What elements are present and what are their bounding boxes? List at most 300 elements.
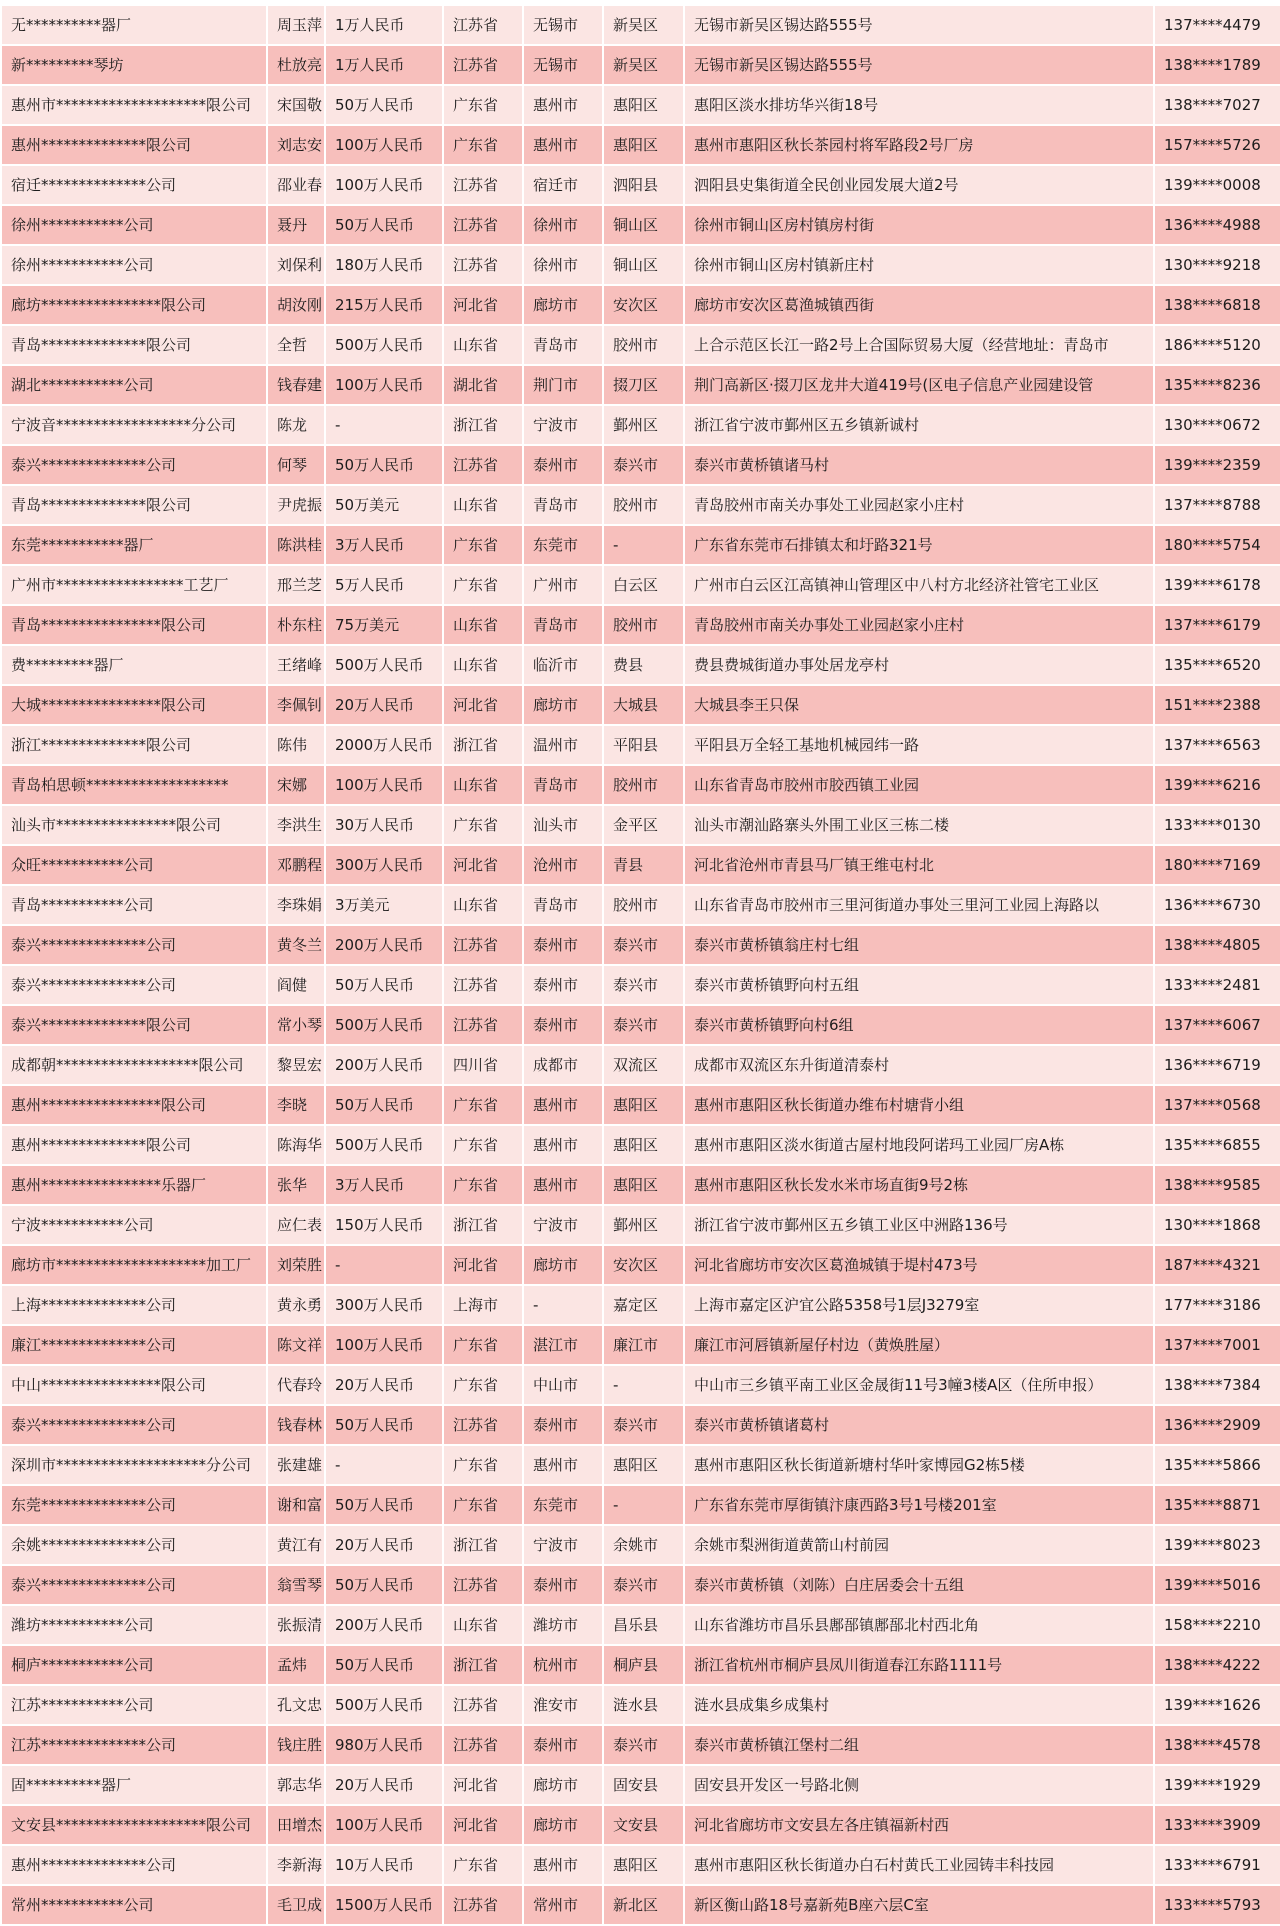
- province-cell: 浙江省: [443, 725, 523, 765]
- legal-person-cell: 刘保利: [267, 245, 325, 285]
- table-row: [1, 1285, 1280, 1325]
- phone-cell: 133****0130: [1154, 805, 1280, 845]
- district-cell: 平阳县: [603, 725, 684, 765]
- district-cell: 大城县: [603, 685, 684, 725]
- district-cell: 廉江市: [603, 1325, 684, 1365]
- registered-capital-cell: 100万人民币: [325, 765, 443, 805]
- table-row: [1, 1565, 1280, 1605]
- registered-capital-cell: 50万人民币: [325, 965, 443, 1005]
- district-cell: 胶州市: [603, 325, 684, 365]
- registered-capital-cell: 2000万人民币: [325, 725, 443, 765]
- address-cell: 荆门高新区·掇刀区龙井大道419号(区电子信息产业园建设管: [684, 365, 1154, 405]
- registered-capital-cell: 100万人民币: [325, 165, 443, 205]
- province-cell: 浙江省: [443, 1205, 523, 1245]
- province-cell: 江苏省: [443, 965, 523, 1005]
- district-cell: 泰兴市: [603, 1725, 684, 1765]
- address-cell: 泰兴市黄桥镇诸葛村: [684, 1405, 1154, 1445]
- address-cell: 上海市嘉定区沪宜公路5358号1层J3279室: [684, 1285, 1154, 1325]
- city-cell: 宁波市: [523, 405, 603, 445]
- phone-cell: 139****5016: [1154, 1565, 1280, 1605]
- phone-cell: 158****2210: [1154, 1605, 1280, 1645]
- table-row: [1, 1845, 1280, 1885]
- table-row: [1, 325, 1280, 365]
- province-cell: 四川省: [443, 1045, 523, 1085]
- city-cell: 惠州市: [523, 85, 603, 125]
- address-cell: 广东省东莞市石排镇太和圩路321号: [684, 525, 1154, 565]
- district-cell: 泰兴市: [603, 1005, 684, 1045]
- company-name-cell: 泰兴**************公司: [1, 445, 267, 485]
- district-cell: 安次区: [603, 285, 684, 325]
- district-cell: 惠阳区: [603, 1165, 684, 1205]
- city-cell: 廊坊市: [523, 1765, 603, 1805]
- company-name-cell: 青岛****************限公司: [1, 605, 267, 645]
- legal-person-cell: 何琴: [267, 445, 325, 485]
- province-cell: 江苏省: [443, 925, 523, 965]
- phone-cell: 136****4988: [1154, 205, 1280, 245]
- table-row: [1, 1245, 1280, 1285]
- province-cell: 广东省: [443, 1325, 523, 1365]
- legal-person-cell: 田增杰: [267, 1805, 325, 1845]
- address-cell: 泰兴市黄桥镇野向村6组: [684, 1005, 1154, 1045]
- table-row: [1, 205, 1280, 245]
- table-row: [1, 5, 1280, 45]
- phone-cell: 137****7001: [1154, 1325, 1280, 1365]
- phone-cell: 130****0672: [1154, 405, 1280, 445]
- phone-cell: 137****4479: [1154, 5, 1280, 45]
- table-row: [1, 1045, 1280, 1085]
- company-name-cell: 惠州**************限公司: [1, 125, 267, 165]
- company-name-cell: 大城****************限公司: [1, 685, 267, 725]
- province-cell: 上海市: [443, 1285, 523, 1325]
- phone-cell: 135****6520: [1154, 645, 1280, 685]
- table-row: [1, 445, 1280, 485]
- phone-cell: 136****6719: [1154, 1045, 1280, 1085]
- city-cell: 青岛市: [523, 885, 603, 925]
- city-cell: 惠州市: [523, 1125, 603, 1165]
- address-cell: 山东省青岛市胶州市胶西镇工业园: [684, 765, 1154, 805]
- district-cell: -: [603, 525, 684, 565]
- company-name-cell: 广州市*****************工艺厂: [1, 565, 267, 605]
- registered-capital-cell: 300万人民币: [325, 845, 443, 885]
- legal-person-cell: 黄冬兰: [267, 925, 325, 965]
- company-name-cell: 成都朝*******************限公司: [1, 1045, 267, 1085]
- province-cell: 江苏省: [443, 1405, 523, 1445]
- legal-person-cell: 朴东柱: [267, 605, 325, 645]
- table-row: [1, 765, 1280, 805]
- company-name-cell: 青岛***********公司: [1, 885, 267, 925]
- province-cell: 江苏省: [443, 445, 523, 485]
- phone-cell: 137****6563: [1154, 725, 1280, 765]
- address-cell: 青岛胶州市南关办事处工业园赵家小庄村: [684, 605, 1154, 645]
- legal-person-cell: 邓鹏程: [267, 845, 325, 885]
- company-name-cell: 徐州***********公司: [1, 245, 267, 285]
- table-row: [1, 1645, 1280, 1685]
- registered-capital-cell: 50万美元: [325, 485, 443, 525]
- phone-cell: 133****3909: [1154, 1805, 1280, 1845]
- table-row: [1, 525, 1280, 565]
- legal-person-cell: 阎健: [267, 965, 325, 1005]
- legal-person-cell: 黄永勇: [267, 1285, 325, 1325]
- phone-cell: 187****4321: [1154, 1245, 1280, 1285]
- registered-capital-cell: 20万人民币: [325, 1365, 443, 1405]
- table-row: [1, 805, 1280, 845]
- city-cell: 无锡市: [523, 5, 603, 45]
- legal-person-cell: 刘荣胜: [267, 1245, 325, 1285]
- city-cell: 惠州市: [523, 125, 603, 165]
- company-name-cell: 东莞***********器厂: [1, 525, 267, 565]
- legal-person-cell: 翁雪琴: [267, 1565, 325, 1605]
- province-cell: 浙江省: [443, 1525, 523, 1565]
- registered-capital-cell: 500万人民币: [325, 1125, 443, 1165]
- address-cell: 河北省沧州市青县马厂镇王维屯村北: [684, 845, 1154, 885]
- table-row: [1, 85, 1280, 125]
- address-cell: 惠州市惠阳区秋长发水米市场直街9号2栋: [684, 1165, 1154, 1205]
- legal-person-cell: 李佩钊: [267, 685, 325, 725]
- table-row: [1, 125, 1280, 165]
- company-name-cell: 江苏***********公司: [1, 1685, 267, 1725]
- registered-capital-cell: 100万人民币: [325, 125, 443, 165]
- province-cell: 江苏省: [443, 1565, 523, 1605]
- district-cell: 青县: [603, 845, 684, 885]
- registered-capital-cell: 980万人民币: [325, 1725, 443, 1765]
- company-name-cell: 青岛柏思顿*******************: [1, 765, 267, 805]
- table-row: [1, 1605, 1280, 1645]
- district-cell: -: [603, 1485, 684, 1525]
- table-row: [1, 285, 1280, 325]
- phone-cell: 135****5866: [1154, 1445, 1280, 1485]
- legal-person-cell: 常小琴: [267, 1005, 325, 1045]
- table-row: [1, 565, 1280, 605]
- address-cell: 广州市白云区江高镇神山管理区中八村方北经济社管宅工业区: [684, 565, 1154, 605]
- legal-person-cell: 聂丹: [267, 205, 325, 245]
- province-cell: 江苏省: [443, 245, 523, 285]
- province-cell: 江苏省: [443, 1885, 523, 1925]
- phone-cell: 139****1626: [1154, 1685, 1280, 1725]
- table-row: [1, 1805, 1280, 1845]
- company-name-cell: 泰兴**************限公司: [1, 1005, 267, 1045]
- company-name-cell: 新*********琴坊: [1, 45, 267, 85]
- city-cell: 徐州市: [523, 245, 603, 285]
- table-row: [1, 1525, 1280, 1565]
- phone-cell: 186****5120: [1154, 325, 1280, 365]
- address-cell: 泰兴市黄桥镇野向村五组: [684, 965, 1154, 1005]
- phone-cell: 139****6216: [1154, 765, 1280, 805]
- province-cell: 山东省: [443, 605, 523, 645]
- province-cell: 江苏省: [443, 1685, 523, 1725]
- address-cell: 河北省廊坊市安次区葛渔城镇于堤村473号: [684, 1245, 1154, 1285]
- table-row: [1, 405, 1280, 445]
- address-cell: 费县费城街道办事处居龙亭村: [684, 645, 1154, 685]
- address-cell: 无锡市新吴区锡达路555号: [684, 5, 1154, 45]
- registered-capital-cell: 100万人民币: [325, 1325, 443, 1365]
- district-cell: 涟水县: [603, 1685, 684, 1725]
- district-cell: 胶州市: [603, 885, 684, 925]
- company-name-cell: 廉江**************公司: [1, 1325, 267, 1365]
- phone-cell: 130****9218: [1154, 245, 1280, 285]
- address-cell: 浙江省宁波市鄞州区五乡镇工业区中洲路136号: [684, 1205, 1154, 1245]
- province-cell: 江苏省: [443, 1005, 523, 1045]
- district-cell: 惠阳区: [603, 1845, 684, 1885]
- city-cell: 湛江市: [523, 1325, 603, 1365]
- phone-cell: 138****9585: [1154, 1165, 1280, 1205]
- address-cell: 泰兴市黄桥镇（刘陈）白庄居委会十五组: [684, 1565, 1154, 1605]
- province-cell: 广东省: [443, 1845, 523, 1885]
- phone-cell: 151****2388: [1154, 685, 1280, 725]
- company-name-cell: 泰兴**************公司: [1, 1565, 267, 1605]
- company-name-cell: 宿迁**************公司: [1, 165, 267, 205]
- address-cell: 山东省青岛市胶州市三里河街道办事处三里河工业园上海路以: [684, 885, 1154, 925]
- city-cell: 青岛市: [523, 605, 603, 645]
- district-cell: 金平区: [603, 805, 684, 845]
- city-cell: 青岛市: [523, 485, 603, 525]
- district-cell: 泗阳县: [603, 165, 684, 205]
- table-row: [1, 1765, 1280, 1805]
- city-cell: -: [523, 1285, 603, 1325]
- province-cell: 山东省: [443, 325, 523, 365]
- table-row: [1, 1365, 1280, 1405]
- district-cell: 泰兴市: [603, 965, 684, 1005]
- table-row: [1, 1485, 1280, 1525]
- registered-capital-cell: 500万人民币: [325, 1685, 443, 1725]
- address-cell: 广东省东莞市厚街镇汴康西路3号1号楼201室: [684, 1485, 1154, 1525]
- table-row: [1, 925, 1280, 965]
- table-row: [1, 45, 1280, 85]
- district-cell: 胶州市: [603, 485, 684, 525]
- phone-cell: 137****0568: [1154, 1085, 1280, 1125]
- address-cell: 泗阳县史集街道全民创业园发展大道2号: [684, 165, 1154, 205]
- phone-cell: 136****2909: [1154, 1405, 1280, 1445]
- district-cell: 铜山区: [603, 205, 684, 245]
- city-cell: 惠州市: [523, 1845, 603, 1885]
- phone-cell: 135****8871: [1154, 1485, 1280, 1525]
- legal-person-cell: 应仁表: [267, 1205, 325, 1245]
- address-cell: 泰兴市黄桥镇诸马村: [684, 445, 1154, 485]
- registered-capital-cell: 50万人民币: [325, 1565, 443, 1605]
- district-cell: 泰兴市: [603, 1565, 684, 1605]
- city-cell: 泰州市: [523, 1405, 603, 1445]
- district-cell: 桐庐县: [603, 1645, 684, 1685]
- table-row: [1, 1205, 1280, 1245]
- address-cell: 固安县开发区一号路北侧: [684, 1765, 1154, 1805]
- address-cell: 青岛胶州市南关办事处工业园赵家小庄村: [684, 485, 1154, 525]
- district-cell: 惠阳区: [603, 85, 684, 125]
- legal-person-cell: 宋娜: [267, 765, 325, 805]
- address-cell: 浙江省宁波市鄞州区五乡镇新诚村: [684, 405, 1154, 445]
- province-cell: 河北省: [443, 685, 523, 725]
- province-cell: 浙江省: [443, 405, 523, 445]
- table-row: [1, 1685, 1280, 1725]
- legal-person-cell: 陈龙: [267, 405, 325, 445]
- registered-capital-cell: 3万人民币: [325, 1165, 443, 1205]
- phone-cell: 130****1868: [1154, 1205, 1280, 1245]
- province-cell: 广东省: [443, 125, 523, 165]
- address-cell: 余姚市梨洲街道黄箭山村前园: [684, 1525, 1154, 1565]
- province-cell: 山东省: [443, 765, 523, 805]
- address-cell: 山东省潍坊市昌乐县鄌郚镇鄌郚北村西北角: [684, 1605, 1154, 1645]
- registered-capital-cell: 75万美元: [325, 605, 443, 645]
- legal-person-cell: 邢兰芝: [267, 565, 325, 605]
- company-name-cell: 潍坊***********公司: [1, 1605, 267, 1645]
- registered-capital-cell: 500万人民币: [325, 645, 443, 685]
- province-cell: 河北省: [443, 1245, 523, 1285]
- city-cell: 成都市: [523, 1045, 603, 1085]
- table-row: [1, 245, 1280, 285]
- phone-cell: 138****4578: [1154, 1725, 1280, 1765]
- district-cell: 胶州市: [603, 605, 684, 645]
- company-name-cell: 费*********器厂: [1, 645, 267, 685]
- registered-capital-cell: 1500万人民币: [325, 1885, 443, 1925]
- province-cell: 河北省: [443, 285, 523, 325]
- province-cell: 河北省: [443, 845, 523, 885]
- table-row: [1, 1445, 1280, 1485]
- city-cell: 徐州市: [523, 205, 603, 245]
- company-name-cell: 惠州****************限公司: [1, 1085, 267, 1125]
- city-cell: 无锡市: [523, 45, 603, 85]
- table-row: [1, 1405, 1280, 1445]
- district-cell: 文安县: [603, 1805, 684, 1845]
- registered-capital-cell: 20万人民币: [325, 1525, 443, 1565]
- city-cell: 杭州市: [523, 1645, 603, 1685]
- address-cell: 浙江省杭州市桐庐县凤川街道春江东路1111号: [684, 1645, 1154, 1685]
- address-cell: 新区衡山路18号嘉新苑B座六层C室: [684, 1885, 1154, 1925]
- company-name-cell: 廊坊市********************加工厂: [1, 1245, 267, 1285]
- address-cell: 徐州市铜山区房村镇房村街: [684, 205, 1154, 245]
- registered-capital-cell: 500万人民币: [325, 325, 443, 365]
- province-cell: 广东省: [443, 85, 523, 125]
- city-cell: 泰州市: [523, 1565, 603, 1605]
- phone-cell: 137****6179: [1154, 605, 1280, 645]
- registered-capital-cell: 215万人民币: [325, 285, 443, 325]
- registered-capital-cell: 20万人民币: [325, 1765, 443, 1805]
- table-row: [1, 685, 1280, 725]
- city-cell: 宿迁市: [523, 165, 603, 205]
- city-cell: 东莞市: [523, 525, 603, 565]
- city-cell: 惠州市: [523, 1165, 603, 1205]
- district-cell: 泰兴市: [603, 925, 684, 965]
- registered-capital-cell: -: [325, 1445, 443, 1485]
- table-row: [1, 885, 1280, 925]
- city-cell: 东莞市: [523, 1485, 603, 1525]
- table-row: [1, 1125, 1280, 1165]
- phone-cell: 139****0008: [1154, 165, 1280, 205]
- district-cell: 余姚市: [603, 1525, 684, 1565]
- district-cell: 费县: [603, 645, 684, 685]
- company-name-cell: 惠州市********************限公司: [1, 85, 267, 125]
- province-cell: 广东省: [443, 1445, 523, 1485]
- table-row: [1, 645, 1280, 685]
- district-cell: 昌乐县: [603, 1605, 684, 1645]
- province-cell: 广东省: [443, 565, 523, 605]
- city-cell: 廊坊市: [523, 285, 603, 325]
- company-name-cell: 廊坊****************限公司: [1, 285, 267, 325]
- table-row: [1, 165, 1280, 205]
- city-cell: 泰州市: [523, 925, 603, 965]
- district-cell: 胶州市: [603, 765, 684, 805]
- registered-capital-cell: 50万人民币: [325, 1405, 443, 1445]
- district-cell: 掇刀区: [603, 365, 684, 405]
- registered-capital-cell: 200万人民币: [325, 1045, 443, 1085]
- city-cell: 常州市: [523, 1885, 603, 1925]
- legal-person-cell: 尹虎振: [267, 485, 325, 525]
- city-cell: 中山市: [523, 1365, 603, 1405]
- address-cell: 河北省廊坊市文安县左各庄镇福新村西: [684, 1805, 1154, 1845]
- province-cell: 广东省: [443, 1125, 523, 1165]
- city-cell: 广州市: [523, 565, 603, 605]
- address-cell: 中山市三乡镇平南工业区金晟街11号3幢3楼A区（住所申报）: [684, 1365, 1154, 1405]
- table-row: [1, 1005, 1280, 1045]
- phone-cell: 133****2481: [1154, 965, 1280, 1005]
- province-cell: 江苏省: [443, 5, 523, 45]
- province-cell: 河北省: [443, 1805, 523, 1845]
- province-cell: 广东省: [443, 1365, 523, 1405]
- legal-person-cell: 代春玲: [267, 1365, 325, 1405]
- city-cell: 泰州市: [523, 1725, 603, 1765]
- province-cell: 山东省: [443, 485, 523, 525]
- city-cell: 青岛市: [523, 325, 603, 365]
- phone-cell: 137****6067: [1154, 1005, 1280, 1045]
- phone-cell: 138****7384: [1154, 1365, 1280, 1405]
- city-cell: 青岛市: [523, 765, 603, 805]
- registered-capital-cell: 500万人民币: [325, 1005, 443, 1045]
- address-cell: 平阳县万全轻工基地机械园纬一路: [684, 725, 1154, 765]
- phone-cell: 157****5726: [1154, 125, 1280, 165]
- district-cell: 铜山区: [603, 245, 684, 285]
- registered-capital-cell: 150万人民币: [325, 1205, 443, 1245]
- district-cell: 鄞州区: [603, 405, 684, 445]
- company-name-cell: 浙江**************限公司: [1, 725, 267, 765]
- phone-cell: 133****5793: [1154, 1885, 1280, 1925]
- city-cell: 宁波市: [523, 1525, 603, 1565]
- registered-capital-cell: 50万人民币: [325, 205, 443, 245]
- city-cell: 廊坊市: [523, 685, 603, 725]
- registered-capital-cell: 1万人民币: [325, 45, 443, 85]
- table-body: [1, 5, 1280, 1925]
- registered-capital-cell: 50万人民币: [325, 1645, 443, 1685]
- city-cell: 淮安市: [523, 1685, 603, 1725]
- address-cell: 成都市双流区东升街道清泰村: [684, 1045, 1154, 1085]
- city-cell: 惠州市: [523, 1445, 603, 1485]
- company-name-cell: 惠州****************乐器厂: [1, 1165, 267, 1205]
- legal-person-cell: 张华: [267, 1165, 325, 1205]
- province-cell: 江苏省: [443, 1725, 523, 1765]
- district-cell: 惠阳区: [603, 1125, 684, 1165]
- phone-cell: 135****8236: [1154, 365, 1280, 405]
- province-cell: 山东省: [443, 885, 523, 925]
- legal-person-cell: 孟炜: [267, 1645, 325, 1685]
- company-name-cell: 泰兴**************公司: [1, 925, 267, 965]
- province-cell: 山东省: [443, 1605, 523, 1645]
- legal-person-cell: 全哲: [267, 325, 325, 365]
- registered-capital-cell: 5万人民币: [325, 565, 443, 605]
- legal-person-cell: 张振清: [267, 1605, 325, 1645]
- legal-person-cell: 李珠娟: [267, 885, 325, 925]
- company-name-cell: 徐州***********公司: [1, 205, 267, 245]
- district-cell: 白云区: [603, 565, 684, 605]
- company-name-cell: 汕头市****************限公司: [1, 805, 267, 845]
- company-name-cell: 中山****************限公司: [1, 1365, 267, 1405]
- district-cell: -: [603, 1365, 684, 1405]
- phone-cell: 180****7169: [1154, 845, 1280, 885]
- table-row: [1, 1085, 1280, 1125]
- company-name-cell: 无**********器厂: [1, 5, 267, 45]
- legal-person-cell: 毛卫成: [267, 1885, 325, 1925]
- registered-capital-cell: 50万人民币: [325, 445, 443, 485]
- company-name-cell: 泰兴**************公司: [1, 1405, 267, 1445]
- company-name-cell: 文安县********************限公司: [1, 1805, 267, 1845]
- province-cell: 广东省: [443, 1485, 523, 1525]
- company-name-cell: 上海**************公司: [1, 1285, 267, 1325]
- registered-capital-cell: 3万人民币: [325, 525, 443, 565]
